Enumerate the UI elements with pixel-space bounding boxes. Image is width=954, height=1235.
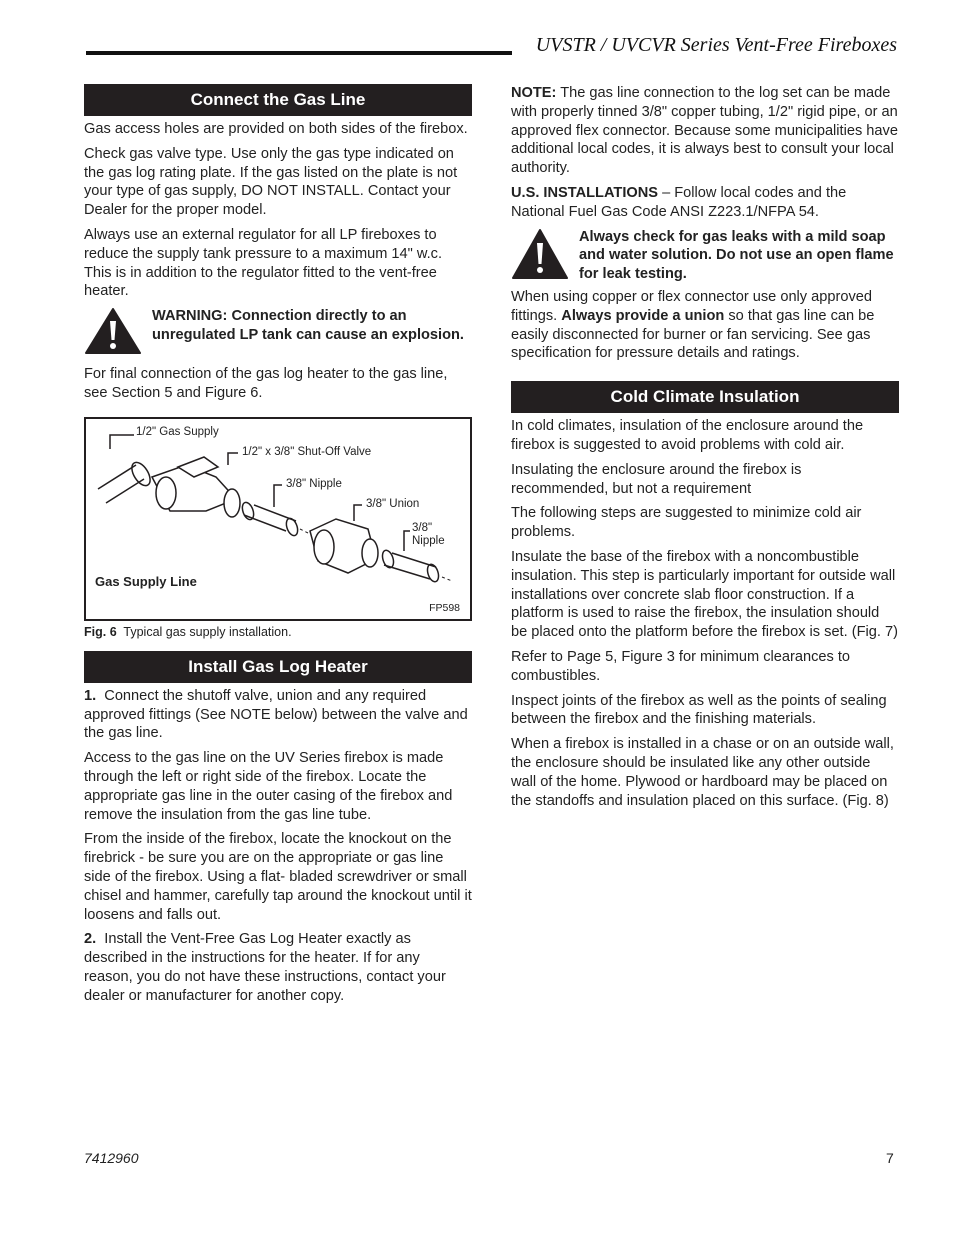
figure-number: Fig. 6 [84,624,117,639]
page-number: 7 [886,1150,894,1166]
note-label: NOTE: [511,85,557,101]
paragraph: When a firebox is installed in a chase or on an outside wall, the enclosure should be insulated like any other outside wall of the home. Plywood or hardboard may be placed on the standoffs and insulation placed on this surface. (Fig. 8) [511,736,894,809]
text: so that gas line can be easily disconnected for burner or fan servicing. See gas specification for pressure details and ratings. [511,307,875,362]
left-column [84,84,472,1012]
warning-block [84,307,472,355]
paragraph: For final connection of the gas log heater to the gas line, see Section 5 and Figure 6. [84,366,448,401]
figure-code: FP598 [429,601,460,614]
paragraph: Access to the gas line on the UV Series firebox is made through the left or right side of the firebox. Locate the appropriate gas line in the outer casing of the firebox and remove the insulation from the gas line tube. [84,750,453,823]
step-text: Install the Vent-Free Gas Log Heater exactly as described in the instructions for the heater. If for any reason, you do not have these instructions, contact your dealer or manufacturer for another copy. [84,931,446,1004]
page-header-title: UVSTR / UVCVR Series Vent-Free Fireboxes [535,34,897,56]
paragraph: Refer to Page 5, Figure 3 for minimum clearances to combustibles. [511,648,851,684]
paragraph: In cold climates, insulation of the enclosure around the firebox is suggested to avoid problems with cold air. [511,418,864,453]
emphasis-text: Always provide a union [561,307,725,324]
figure-gas-supply [84,417,472,621]
label-nipple-2a: 3/8" [412,521,433,534]
paragraph: Gas access holes are provided on both sides of the firebox. [84,121,468,137]
section-title-install-gas-log-heater: Install Gas Log Heater [84,651,472,683]
text: When using copper or flex connector use only approved fittings. [511,288,873,324]
us-installations-text: – Follow local codes and the National Fuel Gas Code ANSI Z223.1/NFPA 54. [511,184,847,220]
warning-block [511,228,899,284]
paragraph: Always use an external regulator for all LP fireboxes to reduce the supply tank pressure to a maximum 14" w.c. This is in addition to the regulator fitted to the vent-free heater. [84,226,443,300]
label-gas-supply: 1/2" Gas Supply [136,425,219,438]
figure-caption-text: Typical gas supply installation. [123,624,292,639]
warning-text: WARNING: Connection directly to an unregulated LP tank can cause an explosion. [152,308,464,343]
paragraph: Insulating the enclosure around the firebox is recommended, but not a requirement [511,461,802,497]
step-number: 1. [84,687,97,704]
label-union: 3/8" Union [366,497,420,510]
paragraph: Inspect joints of the firebox as well as the points of sealing between the firebox and the finishing materials. [511,692,887,728]
warning-icon [511,228,569,280]
paragraph [511,288,899,363]
label-nipple-2b: Nipple [412,534,445,547]
note-paragraph [511,84,899,178]
paragraph [84,930,472,1005]
step-text: Connect the shutoff valve, union and any required approved fittings (See NOTE below) between the valve and the gas line. [84,687,468,742]
us-installations-paragraph [511,184,899,222]
step-number: 2. [84,931,97,948]
paragraph [84,687,472,743]
us-installations-label: U.S. INSTALLATIONS [511,184,659,201]
header-rule [86,51,512,55]
paragraph: From the inside of the firebox, locate the knockout on the firebrick - be sure you are on the appropriate or gas line side of the firebox. Using a flat- bladed screwdriver or small chisel and hammer, carefully tap around the knockout until it loosens and falls out. [84,831,472,923]
paragraph: Check gas valve type. Use only the gas type indicated on the gas log rating plate. If the gas listed on the plate is not your type of gas supply, DO NOT INSTALL. Contact your Dealer for the proper model. [84,145,458,219]
note-text: The gas line connection to the log set can be made with properly tinned 3/8" copper tubing, 1/2" rigid pipe, or an approved flex connector. Because some municipalities have additional local codes, it is always best to consult your local authority. [511,85,898,177]
paragraph: The following steps are suggested to minimize cold air problems. [511,505,862,541]
document-number: 7412960 [84,1150,139,1166]
section-title-connect-gas-line: Connect the Gas Line [84,84,472,116]
label-shutoff-valve: 1/2" x 3/8" Shut-Off Valve [242,445,372,458]
right-column [511,84,899,816]
warning-text: Always check for gas leaks with a mild soap and water solution. Do not use an open flame for leak testing. [579,228,894,283]
warning-icon [84,307,142,355]
section-title-cold-climate-insulation: Cold Climate Insulation [511,381,899,413]
label-nipple: 3/8" Nipple [286,477,342,490]
figure-caption [84,625,472,639]
label-gas-supply-line: Gas Supply Line [95,573,197,589]
paragraph: Insulate the base of the firebox with a noncombustible insulation. This step is particularly important for outside wall installations over concrete slab floor construction. If a platform is used to raise the firebox, the insulation should be placed onto the platform before the firebox is set. (Fig. 7) [511,548,898,641]
